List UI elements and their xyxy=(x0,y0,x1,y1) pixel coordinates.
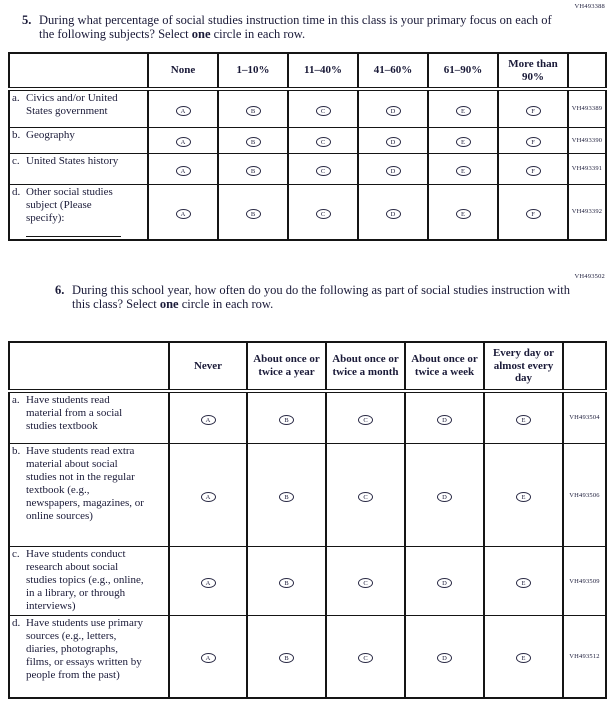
option-cell xyxy=(288,153,358,184)
option-cell xyxy=(288,89,358,127)
option-cell xyxy=(247,391,326,444)
option-cell xyxy=(484,391,563,444)
question-6-text-bold: one xyxy=(159,297,179,311)
question-6-section xyxy=(0,273,613,699)
q5-column-header-none: None xyxy=(148,53,218,89)
question-5-text-post: circle in each row. xyxy=(210,27,306,41)
row-letter: d. xyxy=(12,185,21,198)
option-cell xyxy=(247,616,326,698)
answer-bubble-b[interactable]: B xyxy=(279,653,294,663)
option-cell xyxy=(498,127,568,153)
option-cell xyxy=(428,184,498,240)
answer-bubble-b[interactable]: B xyxy=(246,106,261,116)
q6-column-header-year: About once or twice a year xyxy=(247,342,326,391)
row-code: VH493506 xyxy=(563,444,606,547)
q6-column-header-never: Never xyxy=(169,342,247,391)
q5-column-header-41-60: 41–60% xyxy=(358,53,428,89)
q6-row-textbook xyxy=(9,391,606,444)
answer-bubble-c[interactable]: C xyxy=(316,209,331,219)
answer-bubble-a[interactable]: A xyxy=(176,166,191,176)
row-code: VH493392 xyxy=(568,184,606,240)
question-5-text-pre: During what percentage of social studies instruction time in this class is your primary focus on each of the following subjects? Select xyxy=(39,13,552,41)
q6-column-header-every-day: Every day or almost every day xyxy=(484,342,563,391)
q5-column-header-11-40: 11–40% xyxy=(288,53,358,89)
question-6-text xyxy=(72,283,584,311)
q5-row-us-history xyxy=(9,153,606,184)
q6-row-research xyxy=(9,547,606,616)
answer-bubble-e[interactable]: E xyxy=(516,578,531,588)
row-label: Have students read material from a social studies textbook xyxy=(26,393,123,432)
answer-bubble-f[interactable]: F xyxy=(526,137,541,147)
row-letter: c. xyxy=(12,548,20,560)
row-label: Have students use primary sources (e.g., letters, diaries, photographs, films, or essays written by people from the past) xyxy=(26,617,143,681)
answer-bubble-c[interactable]: C xyxy=(316,166,331,176)
option-cell xyxy=(358,153,428,184)
answer-bubble-e[interactable]: E xyxy=(456,106,471,116)
question-6-text-block xyxy=(55,283,613,311)
option-cell xyxy=(247,444,326,547)
option-cell xyxy=(288,127,358,153)
q6-row-primary-sources xyxy=(9,616,606,698)
answer-bubble-a[interactable]: A xyxy=(201,653,216,663)
option-cell xyxy=(169,547,247,616)
answer-bubble-a[interactable]: A xyxy=(176,106,191,116)
row-label: Geography xyxy=(26,128,75,141)
q6-row-extra-material xyxy=(9,444,606,547)
option-cell xyxy=(405,444,484,547)
option-cell xyxy=(358,89,428,127)
question-6-table xyxy=(8,341,607,699)
row-code: VH493389 xyxy=(568,89,606,127)
option-cell xyxy=(484,616,563,698)
row-label-cell xyxy=(9,89,148,127)
answer-bubble-c[interactable]: C xyxy=(358,653,373,663)
answer-bubble-e[interactable]: E xyxy=(516,653,531,663)
answer-bubble-b[interactable]: B xyxy=(279,492,294,502)
answer-bubble-f[interactable]: F xyxy=(526,166,541,176)
option-cell xyxy=(498,153,568,184)
q5-row-civics xyxy=(9,89,606,127)
q6-empty-code-header xyxy=(563,342,606,391)
q5-row-geography xyxy=(9,127,606,153)
option-cell xyxy=(148,153,218,184)
row-code: VH493509 xyxy=(563,547,606,616)
answer-bubble-d[interactable]: D xyxy=(437,492,452,502)
option-cell xyxy=(326,616,405,698)
answer-bubble-c[interactable]: C xyxy=(358,492,373,502)
option-cell xyxy=(498,184,568,240)
option-cell xyxy=(428,127,498,153)
option-cell xyxy=(218,127,288,153)
answer-bubble-d[interactable]: D xyxy=(437,578,452,588)
question-5-accession-code: VH493388 xyxy=(574,3,605,10)
answer-bubble-d[interactable]: D xyxy=(386,106,401,116)
question-5-table xyxy=(8,52,607,241)
option-cell xyxy=(405,547,484,616)
row-code: VH493390 xyxy=(568,127,606,153)
q5-empty-header-cell xyxy=(9,53,148,89)
answer-bubble-c[interactable]: C xyxy=(358,578,373,588)
q5-header-row xyxy=(9,53,606,89)
row-code: VH493391 xyxy=(568,153,606,184)
option-cell xyxy=(218,184,288,240)
q5-column-header-more-90: More than 90% xyxy=(498,53,568,89)
answer-bubble-e[interactable]: E xyxy=(456,137,471,147)
option-cell xyxy=(484,547,563,616)
answer-bubble-a[interactable]: A xyxy=(201,415,216,425)
row-label-cell xyxy=(9,547,169,616)
row-label: United States history xyxy=(26,154,119,167)
q5-column-header-61-90: 61–90% xyxy=(428,53,498,89)
answer-bubble-d[interactable]: D xyxy=(386,137,401,147)
option-cell xyxy=(484,444,563,547)
q6-column-header-week: About once or twice a week xyxy=(405,342,484,391)
answer-bubble-e[interactable]: E xyxy=(516,492,531,502)
question-5-number: 5. xyxy=(22,13,32,27)
row-label-cell xyxy=(9,444,169,547)
row-letter: b. xyxy=(12,445,21,457)
row-label-cell xyxy=(9,127,148,153)
answer-bubble-b[interactable]: B xyxy=(246,209,261,219)
row-label-cell xyxy=(9,391,169,444)
option-cell xyxy=(405,616,484,698)
row-code: VH493504 xyxy=(563,391,606,444)
answer-bubble-e[interactable]: E xyxy=(516,415,531,425)
option-cell xyxy=(169,444,247,547)
option-cell xyxy=(358,184,428,240)
row-letter: a. xyxy=(12,92,20,104)
row-label: Other social studies subject (Please specify): xyxy=(26,185,113,224)
option-cell xyxy=(148,89,218,127)
question-5-text xyxy=(39,13,566,41)
answer-bubble-c[interactable]: C xyxy=(358,415,373,425)
answer-bubble-a[interactable]: A xyxy=(176,209,191,219)
row-label: Have students read extra material about social studies not in the regular textbook (e.g., newspapers, magazines, or online sources) xyxy=(26,445,144,522)
row-letter: b. xyxy=(12,128,21,141)
q6-header-row xyxy=(9,342,606,391)
option-cell xyxy=(148,184,218,240)
row-label-cell xyxy=(9,153,148,184)
answer-bubble-d[interactable]: D xyxy=(437,415,452,425)
question-5-text-block xyxy=(22,13,613,41)
option-cell xyxy=(428,89,498,127)
answer-bubble-c[interactable]: C xyxy=(316,137,331,147)
option-cell xyxy=(326,547,405,616)
q5-row-other-subject xyxy=(9,184,606,240)
answer-bubble-b[interactable]: B xyxy=(246,166,261,176)
question-6-text-pre: During this school year, how often do you do the following as part of social studies instruction with this class? Select xyxy=(72,283,571,311)
question-5-section xyxy=(0,0,613,241)
option-cell xyxy=(247,547,326,616)
answer-bubble-b[interactable]: B xyxy=(279,415,294,425)
answer-bubble-b[interactable]: B xyxy=(279,578,294,588)
answer-bubble-c[interactable]: C xyxy=(316,106,331,116)
option-cell xyxy=(218,153,288,184)
option-cell xyxy=(218,89,288,127)
answer-bubble-d[interactable]: D xyxy=(386,166,401,176)
row-label: Civics and/or United States government xyxy=(26,92,118,117)
q5-empty-code-header xyxy=(568,53,606,89)
option-cell xyxy=(428,153,498,184)
option-cell xyxy=(169,391,247,444)
row-letter: a. xyxy=(12,393,20,406)
option-cell xyxy=(288,184,358,240)
answer-bubble-f[interactable]: F xyxy=(526,106,541,116)
answer-bubble-d[interactable]: D xyxy=(437,653,452,663)
row-label-cell xyxy=(9,616,169,698)
question-6-accession-code: VH493502 xyxy=(574,273,605,280)
row-label-cell xyxy=(9,184,148,240)
question-6-number: 6. xyxy=(55,283,65,297)
answer-bubble-a[interactable]: A xyxy=(176,137,191,147)
q6-column-header-month: About once or twice a month xyxy=(326,342,405,391)
row-code: VH493512 xyxy=(563,616,606,698)
option-cell xyxy=(498,89,568,127)
question-5-text-bold: one xyxy=(191,27,211,41)
q5-column-header-1-10: 1–10% xyxy=(218,53,288,89)
question-6-text-post: circle in each row. xyxy=(178,297,274,311)
option-cell xyxy=(358,127,428,153)
answer-bubble-f[interactable]: F xyxy=(526,209,541,219)
answer-bubble-a[interactable]: A xyxy=(201,578,216,588)
answer-bubble-e[interactable]: E xyxy=(456,166,471,176)
q6-empty-header-cell xyxy=(9,342,169,391)
answer-bubble-d[interactable]: D xyxy=(386,209,401,219)
option-cell xyxy=(405,391,484,444)
answer-bubble-e[interactable]: E xyxy=(456,209,471,219)
option-cell xyxy=(326,391,405,444)
option-cell xyxy=(169,616,247,698)
row-label: Have students conduct research about social studies topics (e.g., online, in a library, or through interviews) xyxy=(26,548,144,612)
row-letter: d. xyxy=(12,617,21,629)
specify-blank-line[interactable] xyxy=(26,225,121,237)
row-letter: c. xyxy=(12,154,20,167)
option-cell xyxy=(148,127,218,153)
answer-bubble-b[interactable]: B xyxy=(246,137,261,147)
answer-bubble-a[interactable]: A xyxy=(201,492,216,502)
option-cell xyxy=(326,444,405,547)
